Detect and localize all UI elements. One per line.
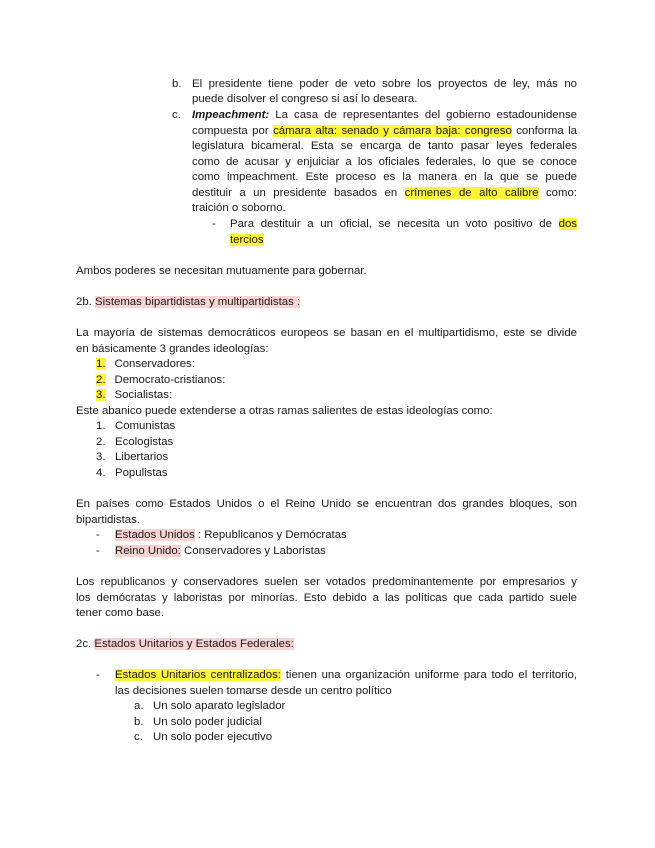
vote-line-3: tener como base. [76,607,165,619]
vote-line-1: Los republicanos y conservadores suelen ser votados predominantemente por empresarios y [76,576,577,588]
section-2b-heading [76,295,300,310]
highlight-country: Reino Unido: [115,545,181,557]
highlight-crimenes: crímenes de alto calibre [404,187,539,199]
list-item [96,373,225,388]
impeachment-term: Impeachment: [192,109,270,121]
item-b-line-1: El presidente tiene poder de veto sobre los proyectos de ley, más no [192,78,577,90]
text-span: Para destituir a un oficial, se necesita un voto positivo de [230,218,559,230]
list-num: 4. [96,467,106,479]
list-num: 2. [96,374,106,386]
list-label: Socialistas: [114,389,173,401]
unitarios-line-1 [115,668,577,683]
intro-line-2: en básicamente 3 grandes ideologías: [76,343,269,355]
highlight-camaras: cámara alta: senado y cámara baja: congreso [273,125,512,137]
list-item: Ecologistas [115,436,174,448]
highlight-dos: dos [558,218,577,230]
list-item: Un solo aparato legislador [153,700,286,712]
list-item: Un solo poder ejecutivo [153,731,273,743]
item-c-line-1 [192,108,577,123]
list-num: 1. [96,420,106,432]
list-item: Un solo poder judicial [153,716,262,728]
list-num: 3. [96,451,106,463]
list-item: Populistas [115,467,168,479]
bloc-item [115,544,326,559]
item-c-line-4: como de acusar y enjuiciar a los oficiales federales, lo que se conoce [192,156,577,168]
bloc-rest: : Republicanos y Demócratas [194,529,347,541]
vote-line-2: los demócratas y laboristas por minorías. Esto debido a las políticas que cada partido suele [76,592,577,604]
highlight-unitarios: Estados Unitarios centralizados: [115,669,281,681]
list-item [96,357,195,372]
section-prefix: 2c. [76,638,95,650]
list-marker: c. [172,109,181,121]
dash-marker: - [96,669,100,681]
para-ambos: Ambos poderes se necesitan mutuamente para gobernar. [76,265,367,277]
sub-line-2 [230,233,264,248]
highlight-tercios: tercios [230,234,264,246]
sub-line-1 [230,217,577,232]
dash-marker: - [96,529,100,541]
list-item: Comunistas [115,420,176,432]
list-marker: b. [134,716,144,728]
bloc-item [115,528,347,543]
item-b-line-2: puede disolver el congreso si así lo deseara. [192,93,418,105]
list-num: 3. [96,389,106,401]
bloc-line-2: bipartidistas. [76,514,140,526]
list-marker: b. [172,78,182,90]
item-c-line-6 [192,186,577,201]
dash-marker: - [212,218,216,230]
text-span: conforma la [511,125,577,137]
list-label: Conservadores: [114,358,195,370]
highlight-country: Estados Unidos [115,529,195,541]
text-span: tienen una organización uniforme para todo el territorio, [280,669,577,681]
item-c-line-3: legislatura bicameral. Esta se encarga de tanto pasar leyes federales [192,140,577,152]
section-2c-title: Estados Unitarios y Estados Federales: [94,638,294,650]
item-c-line-7: traición o soborno. [192,202,286,214]
section-2b-title: Sistemas bipartidistas y multipartidistas : [95,296,301,308]
list-item: Libertarios [115,451,169,463]
section-2c-heading [76,637,294,652]
list-item [96,388,172,403]
section-prefix: 2b. [76,296,95,308]
bloc-line-1: En países como Estados Unidos o el Reino Unido se encuentran dos grandes bloques, son [76,498,577,510]
extend-line: Este abanico puede extenderse a otras ramas salientes de estas ideologías como: [76,405,493,417]
list-marker: a. [134,700,144,712]
text-span: destituir a un presidente basados en [192,187,405,199]
bloc-rest: Conservadores y Laboristas [180,545,326,557]
intro-line-1: La mayoría de sistemas democráticos europeos se basan en el multipartidismo, este se divide [76,327,577,339]
list-label: Democrato-cristianos: [114,374,226,386]
text-span: compuesta por [192,125,274,137]
item-c-line-2 [192,124,577,139]
dash-marker: - [96,545,100,557]
list-num: 2. [96,436,106,448]
list-marker: c. [134,731,143,743]
item-c-line-1-text: La casa de representantes del gobierno estadounidense [269,109,577,121]
text-span: como: [538,187,578,199]
list-num: 1. [96,358,106,370]
unitarios-line-2: las decisiones suelen tomarse desde un centro político [115,685,392,697]
item-c-line-5: como impeachment. Este proceso es la manera en la que se puede [192,171,577,183]
